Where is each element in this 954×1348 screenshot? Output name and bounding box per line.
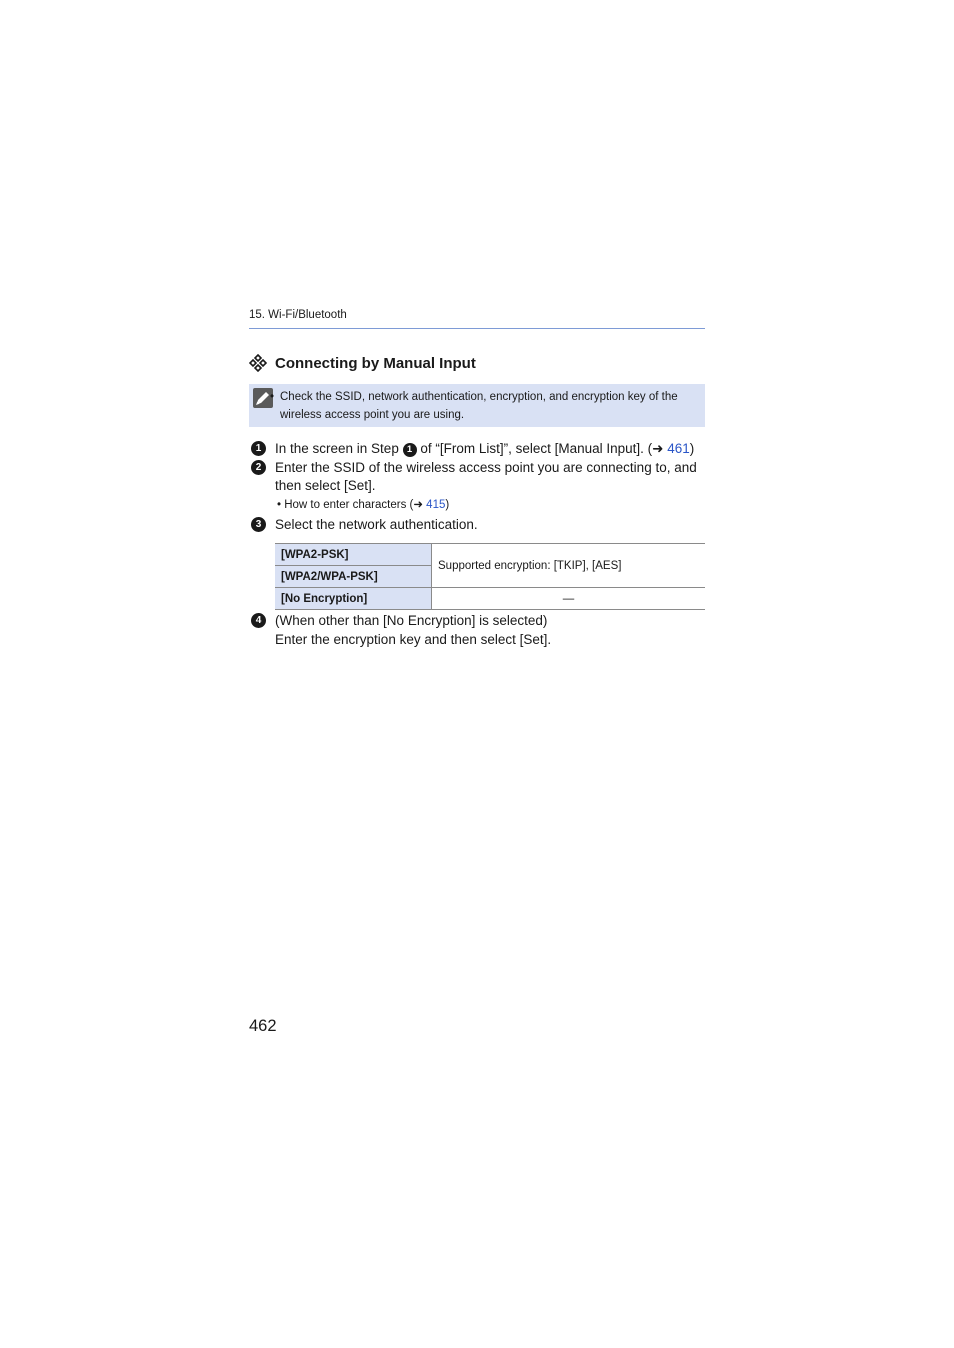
step-4-line-1: (When other than [No Encryption] is selected) [275,613,548,628]
note-bullet: • [270,391,275,403]
step-number-1: 1 [251,441,266,456]
header-rule [249,328,705,329]
step-ref-number: 1 [403,443,417,457]
step-1-close: ) [689,441,695,456]
step-1-text [275,440,694,459]
substep-close: ) [445,499,450,511]
note-text [270,388,700,424]
table-row [275,588,705,610]
page-number: 462 [249,1017,277,1035]
step-2-line-2: then select [Set]. [275,478,376,493]
step-3-text: Select the network authentication. [275,517,478,532]
step-1 [251,441,707,460]
step-4-line-2: Enter the encryption key and then select [Set]. [275,632,552,647]
step-number-2: 2 [251,460,266,475]
substep-enter-characters [277,497,449,511]
step-4 [251,613,707,651]
auth-key-wpa2-wpa-psk: [WPA2/WPA-PSK] [275,566,432,588]
auth-key-wpa2-psk: [WPA2-PSK] [275,544,432,566]
step-number-3: 3 [251,517,266,532]
diamonds-icon [249,354,267,372]
chapter-header: 15. Wi-Fi/Bluetooth [249,309,347,321]
authentication-table [275,543,705,610]
table-row [275,544,705,566]
step-1-post: of “[From List]”, select [Manual Input]. (➜ [416,441,668,456]
substep-pre: How to enter characters (➜ [284,499,427,511]
substep-bullet: • [277,499,282,511]
auth-key-no-encryption: [No Encryption] [275,588,432,610]
step-1-pre: In the screen in Step [275,441,403,456]
section-title: Connecting by Manual Input [275,354,476,372]
auth-value-encryption: Supported encryption: [TKIP], [AES] [432,544,706,588]
note-line-2: wireless access point you are using. [280,409,465,421]
step-number-4: 4 [251,613,266,628]
section-heading [249,354,476,372]
step-3 [251,517,707,536]
note-line-1: Check the SSID, network authentication, encryption, and encryption key of the [280,391,678,403]
auth-value-none: — [432,588,706,610]
page-link-415[interactable]: 415 [426,499,446,511]
page-link-461[interactable]: 461 [667,441,690,456]
step-2 [251,460,707,498]
note-box [249,384,705,427]
step-2-line-1: Enter the SSID of the wireless access point you are connecting to, and [275,460,697,475]
